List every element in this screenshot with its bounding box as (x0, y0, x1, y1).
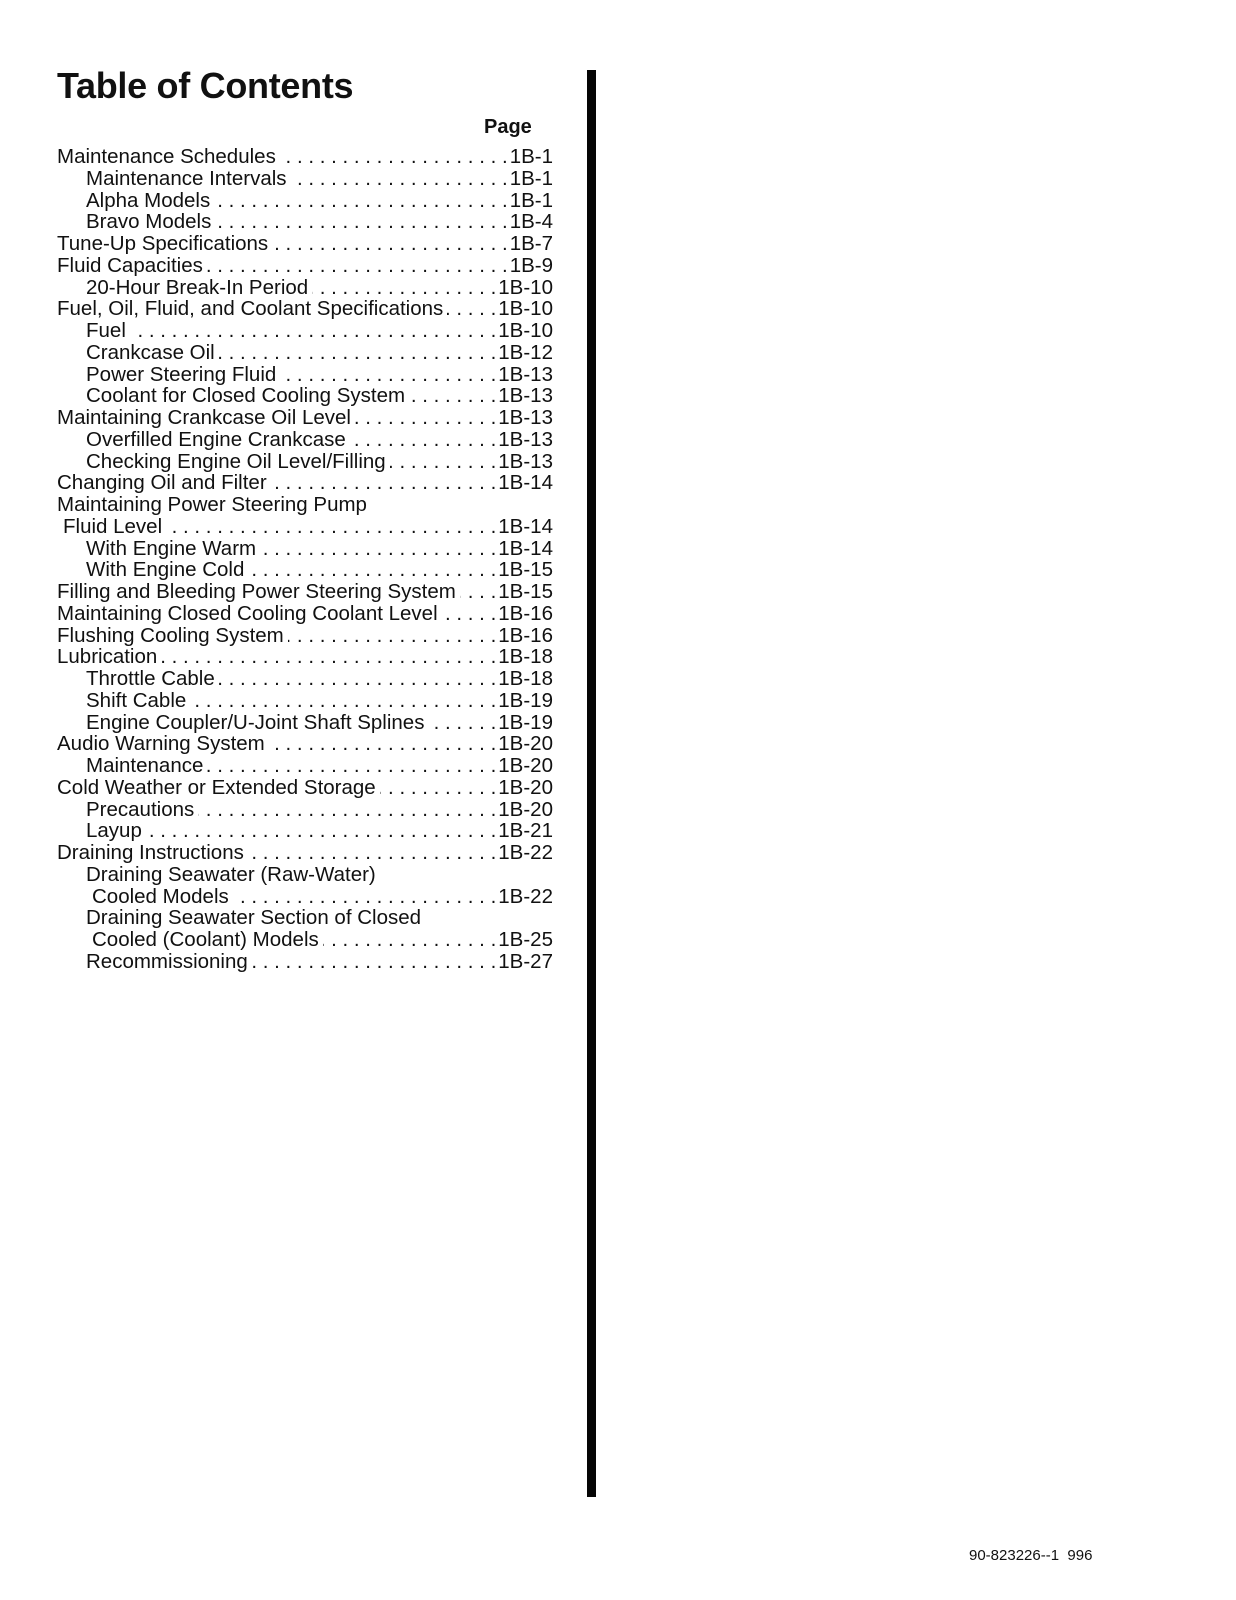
toc-entry[interactable] (57, 864, 553, 886)
toc-entry-page-number: 1B-19 (498, 689, 553, 712)
toc-entry[interactable] (57, 646, 553, 668)
dot-leader (248, 559, 496, 581)
toc-entry-title: Cooled Models (92, 885, 229, 908)
dot-leader (190, 690, 496, 712)
toc-entry-page-number: 1B-13 (498, 407, 553, 429)
dot-leader (323, 929, 497, 951)
toc-entry-page-number: 1B-13 (498, 450, 553, 473)
dot-leader (146, 820, 496, 842)
toc-entry[interactable] (57, 538, 553, 560)
toc-entry-title: Alpha Models (86, 189, 211, 212)
dot-leader (219, 342, 497, 364)
toc-entry-title: Audio Warning System (57, 733, 265, 755)
toc-entry-title: Bravo Models (86, 211, 212, 233)
dot-leader (248, 842, 496, 864)
dot-leader (207, 255, 508, 277)
toc-entry-title: Maintenance (86, 755, 204, 777)
toc-entry[interactable] (57, 516, 553, 538)
toc-entry-title: Maintaining Crankcase Oil Level (57, 407, 351, 429)
toc-entry-title: With Engine Cold (86, 559, 245, 581)
toc-entry-title: Fuel, Oil, Fluid, and Coolant Specifications (57, 298, 444, 320)
toc-entry-title: Checking Engine Oil Level/Filling (86, 450, 386, 473)
dot-leader (252, 951, 497, 973)
toc-entry-page-number: 1B-22 (498, 885, 553, 908)
toc-entry[interactable] (57, 820, 553, 842)
toc-entry-title: Draining Seawater (Raw-Water) (86, 863, 376, 886)
table-of-contents (57, 146, 553, 973)
toc-entry-title: Changing Oil and Filter (57, 472, 267, 494)
toc-entry[interactable] (57, 298, 553, 320)
toc-entry-page-number: 1B-1 (509, 167, 553, 190)
dot-leader (442, 603, 497, 625)
dot-leader (280, 364, 496, 386)
toc-entry-page-number: 1B-20 (498, 733, 553, 755)
page-title: Table of Contents (57, 65, 354, 106)
toc-entry[interactable] (57, 233, 553, 255)
dot-leader (207, 755, 496, 777)
dot-leader (214, 190, 507, 212)
toc-entry-page-number: 1B-27 (498, 950, 553, 973)
dot-leader (355, 407, 496, 429)
toc-entry-title: Overfilled Engine Crankcase (86, 428, 346, 451)
toc-entry-title: Maintaining Closed Cooling Coolant Level (57, 602, 438, 625)
toc-entry-page-number: 1B-18 (498, 646, 553, 668)
toc-entry-title: Coolant for Closed Cooling System (86, 385, 406, 407)
toc-entry[interactable] (57, 951, 553, 973)
toc-entry-page-number: 1B-20 (498, 798, 553, 821)
toc-entry-page-number: 1B-25 (498, 929, 553, 951)
toc-entry-page-number: 1B-4 (509, 211, 553, 233)
toc-entry-title: Throttle Cable (86, 668, 215, 690)
toc-entry[interactable] (57, 712, 553, 734)
toc-entry[interactable] (57, 385, 553, 407)
toc-entry[interactable] (57, 603, 553, 625)
toc-entry[interactable] (57, 799, 553, 821)
toc-entry-title: Draining Seawater Section of Closed (86, 907, 422, 929)
dot-leader (219, 668, 497, 690)
toc-entry-title: Maintenance Intervals (86, 167, 287, 190)
toc-entry-title: 20-Hour Break-In Period (86, 276, 309, 299)
toc-entry[interactable] (57, 886, 553, 908)
toc-entry[interactable] (57, 777, 553, 799)
toc-entry[interactable] (57, 668, 553, 690)
toc-entry-page-number: 1B-19 (498, 711, 553, 734)
dot-leader (260, 538, 496, 560)
toc-entry[interactable] (57, 559, 553, 581)
dot-leader (161, 646, 496, 668)
toc-entry-title: Filling and Bleeding Power Steering System (57, 581, 456, 603)
toc-entry-page-number: 1B-16 (498, 602, 553, 625)
toc-entry-page-number: 1B-21 (498, 820, 553, 842)
dot-leader (198, 799, 496, 821)
toc-entry[interactable] (57, 755, 553, 777)
toc-entry[interactable] (57, 907, 553, 929)
toc-entry-page-number: 1B-15 (498, 559, 553, 581)
toc-entry-title: Draining Instructions (57, 842, 244, 864)
toc-entry-title: Cold Weather or Extended Storage (57, 776, 376, 799)
dot-leader (390, 451, 497, 473)
toc-entry[interactable] (57, 407, 553, 429)
toc-entry-title: Engine Coupler/U-Joint Shaft Splines (86, 711, 425, 734)
toc-entry-page-number: 1B-7 (509, 233, 553, 255)
toc-entry[interactable] (57, 842, 553, 864)
dot-leader (288, 625, 497, 647)
toc-entry-title: Flushing Cooling System (57, 624, 284, 647)
toc-entry-title: Power Steering Fluid (86, 363, 277, 386)
toc-entry-title: Maintaining Power Steering Pump (57, 494, 367, 516)
dot-leader (447, 298, 496, 320)
toc-entry[interactable] (57, 320, 553, 342)
toc-entry[interactable] (57, 190, 553, 212)
vertical-divider-bar (587, 70, 596, 1497)
toc-entry-title: Shift Cable (86, 689, 187, 712)
toc-entry[interactable] (57, 211, 553, 233)
toc-entry-title: Tune-Up Specifications (57, 233, 269, 255)
toc-entry[interactable] (57, 690, 553, 712)
toc-entry-page-number: 1B-20 (498, 776, 553, 799)
toc-entry-title: Recommissioning (86, 950, 248, 973)
toc-entry-page-number: 1B-1 (509, 189, 553, 212)
toc-entry-page-number: 1B-22 (498, 842, 553, 864)
toc-entry-title: Fluid Level (63, 515, 163, 538)
toc-entry-page-number: 1B-14 (498, 537, 553, 560)
dot-leader (233, 886, 497, 908)
dot-leader (166, 516, 496, 538)
document-code-footer: 90-823226--1 996 (969, 1547, 1093, 1564)
dot-leader (380, 777, 497, 799)
toc-entry[interactable] (57, 342, 553, 364)
toc-entry-page-number: 1B-16 (498, 624, 553, 647)
toc-entry[interactable] (57, 929, 553, 951)
toc-entry[interactable] (57, 277, 553, 299)
toc-entry-title: With Engine Warm (86, 537, 257, 560)
dot-leader (271, 472, 497, 494)
toc-entry-page-number: 1B-10 (498, 276, 553, 299)
page-column-header: Page (484, 116, 532, 138)
dot-leader (312, 277, 496, 299)
dot-leader (130, 320, 496, 342)
dot-leader (272, 233, 508, 255)
dot-leader (269, 733, 497, 755)
toc-entry[interactable] (57, 581, 553, 603)
toc-entry-page-number: 1B-15 (498, 581, 553, 603)
toc-entry-title: Fluid Capacities (57, 254, 203, 277)
toc-entry-page-number: 1B-14 (498, 515, 553, 538)
toc-entry-page-number: 1B-12 (498, 341, 553, 364)
toc-entry-title: Fuel (86, 320, 126, 342)
toc-entry-page-number: 1B-13 (498, 428, 553, 451)
toc-entry-page-number: 1B-13 (498, 385, 553, 407)
toc-entry[interactable] (57, 472, 553, 494)
toc-entry[interactable] (57, 494, 553, 516)
dot-leader (291, 168, 508, 190)
toc-entry[interactable] (57, 168, 553, 190)
dot-leader (280, 146, 508, 168)
toc-entry[interactable] (57, 625, 553, 647)
toc-entry-page-number: 1B-10 (498, 320, 553, 342)
toc-entry-page-number: 1B-14 (498, 472, 553, 494)
toc-entry[interactable] (57, 451, 553, 473)
dot-leader (350, 429, 496, 451)
toc-entry[interactable] (57, 146, 553, 168)
toc-entry[interactable] (57, 364, 553, 386)
toc-entry-page-number: 1B-20 (498, 755, 553, 777)
dot-leader (409, 385, 496, 407)
toc-entry[interactable] (57, 255, 553, 277)
toc-entry-page-number: 1B-1 (509, 146, 553, 168)
dot-leader (215, 211, 507, 233)
toc-entry-page-number: 1B-10 (498, 298, 553, 320)
toc-entry-title: Cooled (Coolant) Models (92, 929, 319, 951)
toc-entry-title: Maintenance Schedules (57, 146, 276, 168)
toc-entry-title: Lubrication (57, 646, 158, 668)
toc-entry[interactable] (57, 733, 553, 755)
toc-entry-title: Precautions (86, 798, 195, 821)
toc-entry-title: Layup (86, 820, 142, 842)
toc-entry-page-number: 1B-9 (509, 254, 553, 277)
toc-entry[interactable] (57, 429, 553, 451)
toc-entry-page-number: 1B-18 (498, 668, 553, 690)
toc-entry-page-number: 1B-13 (498, 363, 553, 386)
dot-leader (460, 581, 496, 603)
dot-leader (428, 712, 496, 734)
toc-entry-title: Crankcase Oil (86, 341, 215, 364)
